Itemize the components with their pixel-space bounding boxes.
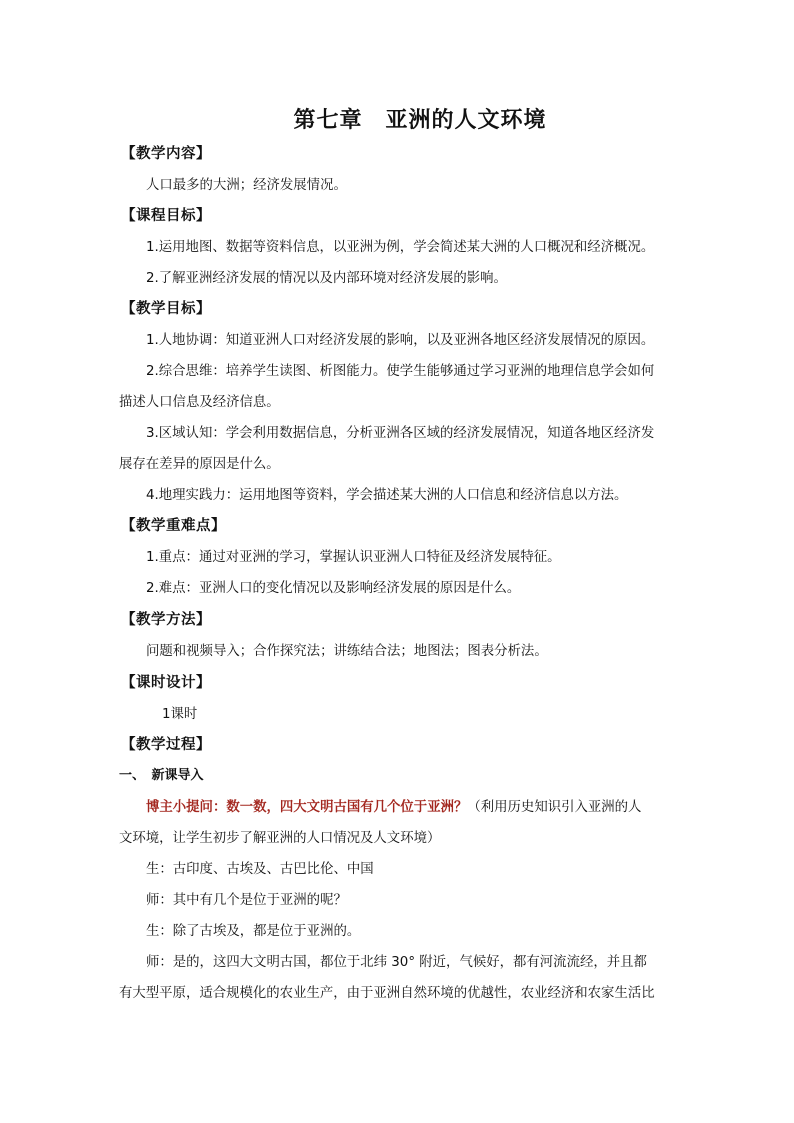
section-heading-content: 【教学内容】	[121, 146, 211, 162]
teaching-goal-item-continued: 描述人口信息及经济信息。	[119, 395, 280, 410]
section-heading-teaching-goals: 【教学目标】	[121, 301, 211, 317]
teaching-goal-item: 3.区域认知：学会利用数据信息，分析亚洲各区域的经济发展情况，知道各地区经济发	[146, 426, 655, 441]
course-goal-item: 2.了解亚洲经济发展的情况以及内部环境对经济发展的影响。	[146, 271, 507, 286]
question-note: （利用历史知识引入亚洲的人	[467, 800, 642, 815]
methods-text: 问题和视频导入；合作探究法；讲练结合法；地图法；图表分析法。	[146, 644, 548, 659]
teaching-goal-item-continued: 展存在差异的原因是什么。	[119, 457, 280, 472]
section-heading-key-points: 【教学重难点】	[121, 518, 226, 534]
section-heading-process: 【教学过程】	[121, 737, 211, 753]
teaching-goal-item: 2.综合思维：培养学生读图、析图能力。使学生能够通过学习亚洲的地理信息学会如何	[146, 364, 655, 379]
content-text: 人口最多的大洲；经济发展情况。	[146, 178, 347, 193]
dialogue-line-continued: 有大型平原，适合规模化的农业生产，由于亚洲自然环境的优越性，农业经济和农家生活比	[119, 986, 655, 1001]
section-heading-course-goals: 【课程目标】	[121, 208, 211, 224]
course-goal-item: 1.运用地图、数据等资料信息，以亚洲为例，学会简述某大洲的人口概况和经济概况。	[146, 240, 655, 255]
key-point-item: 2.难点：亚洲人口的变化情况以及影响经济发展的原因是什么。	[146, 581, 521, 596]
dialogue-line: 生：除了古埃及，都是位于亚洲的。	[146, 924, 361, 939]
question-highlight: 博主小提问：数一数，四大文明古国有几个位于亚洲？	[146, 800, 468, 815]
question-note-continued: 文环境，让学生初步了解亚洲的人口情况及人文环境）	[119, 831, 441, 846]
section-heading-hours: 【课时设计】	[121, 675, 211, 691]
question-line	[146, 798, 706, 818]
key-point-item: 1.重点：通过对亚洲的学习，掌握认识亚洲人口特征及经济发展特征。	[146, 550, 561, 565]
process-subheading: 一、 新课导入	[119, 768, 204, 783]
page-title: 第七章 亚洲的人文环境	[293, 107, 547, 133]
dialogue-line: 师：是的，这四大文明古国，都位于北纬 30° 附近，气候好，都有河流流经，并且都	[146, 955, 647, 970]
section-heading-methods: 【教学方法】	[121, 612, 211, 628]
teaching-goal-item: 4.地理实践力：运用地图等资料，学会描述某大洲的人口信息和经济信息以方法。	[146, 488, 628, 503]
dialogue-line: 生：古印度、古埃及、古巴比伦、中国	[146, 862, 374, 877]
dialogue-line: 师：其中有几个是位于亚洲的呢？	[146, 893, 347, 908]
teaching-goal-item: 1.人地协调：知道亚洲人口对经济发展的影响，以及亚洲各地区经济发展情况的原因。	[146, 333, 655, 348]
hours-text: 1课时	[162, 707, 198, 722]
